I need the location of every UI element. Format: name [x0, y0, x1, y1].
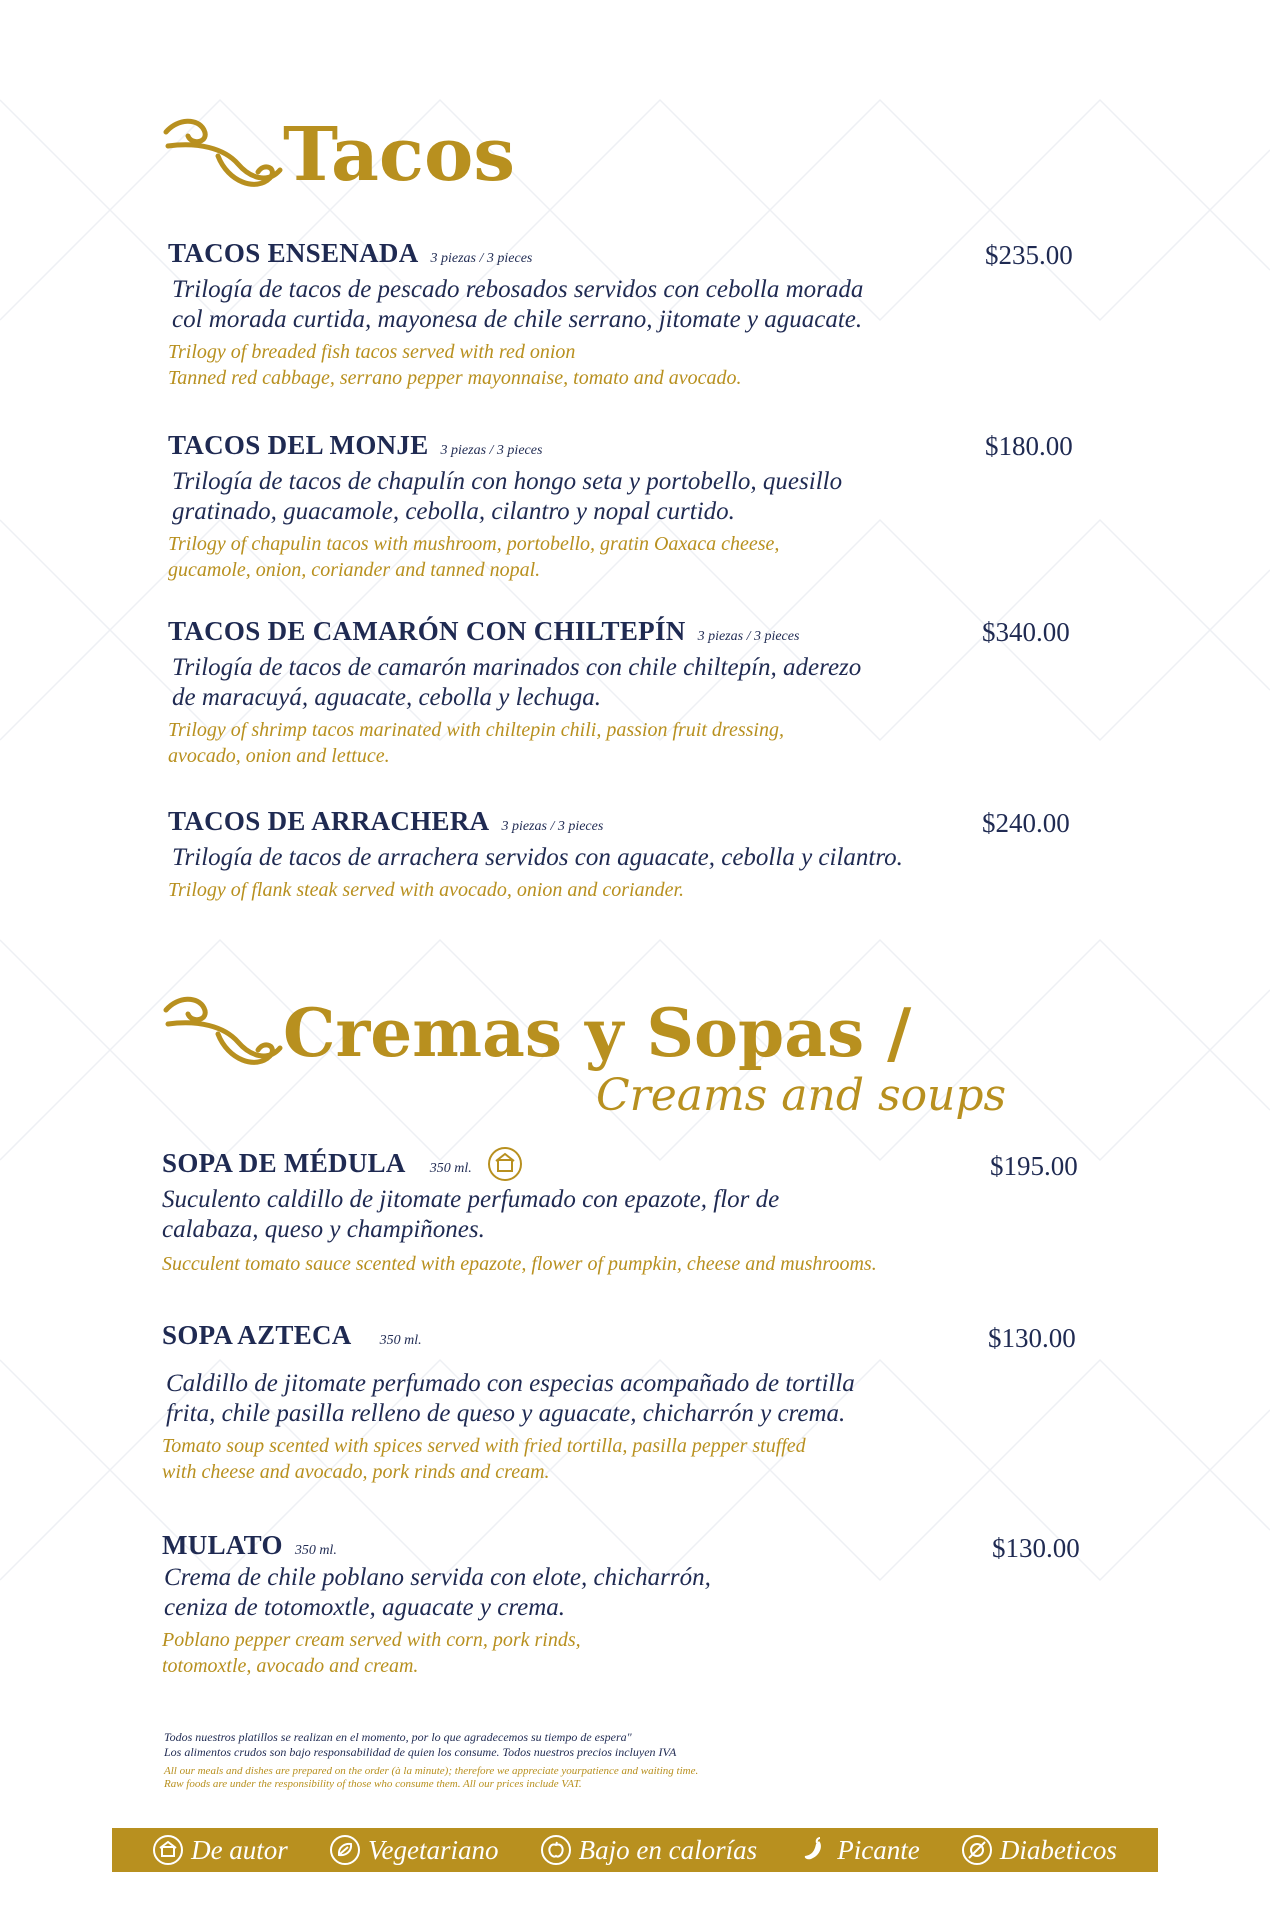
item-description-en: Trilogy of chapulin tacos with mushroom, portobello, gratin Oaxaca cheese, gucamole, onion, coriander and tanned nopal. — [168, 533, 780, 581]
item-name: TACOS DEL MONJE — [168, 430, 429, 460]
legend-item-de-autor — [153, 1835, 288, 1866]
legend-label: De autor — [191, 1834, 288, 1865]
menu-item — [162, 1530, 1002, 1679]
menu-item — [168, 806, 988, 903]
item-portion: 3 piezas / 3 pieces — [440, 443, 543, 458]
legend-label: Picante — [837, 1834, 920, 1865]
item-description-es: Crema de chile poblano servida con elote, chicharrón, ceniza de totomoxtle, aguacate y crema. — [164, 1564, 711, 1621]
item-name: MULATO — [162, 1530, 283, 1560]
item-price: $240.00 — [982, 808, 1070, 838]
item-name: TACOS ENSENADA — [168, 238, 419, 268]
item-description-en: Trilogy of breaded fish tacos served with red onion Tanned red cabbage, serrano pepper mayonnaise, tomato and avocado. — [168, 341, 742, 389]
flourish-ornament — [158, 990, 286, 1072]
item-price: $340.00 — [982, 617, 1070, 647]
item-price: $130.00 — [988, 1323, 1076, 1353]
item-price: $235.00 — [985, 240, 1073, 270]
footnote-es: Todos nuestros platillos se realizan en el momento, por lo que agradecemos su tiempo de espera" Los alimentos crudos son bajo responsabilidad de quien los consume. Todos nuestros precios incluyen IVA — [164, 1730, 677, 1759]
item-description-en: Succulent tomato sauce scented with epazote, flower of pumpkin, cheese and mushrooms. — [162, 1252, 877, 1275]
item-price: $195.00 — [990, 1151, 1078, 1181]
item-portion: 350 ml. — [429, 1161, 472, 1176]
item-description-en: Trilogy of shrimp tacos marinated with chiltepin chili, passion fruit dressing, avocado, onion and lettuce. — [168, 719, 784, 767]
legend-label: Vegetariano — [367, 1834, 499, 1865]
legend-item-picante — [799, 1835, 919, 1866]
de-autor-icon — [153, 1835, 183, 1865]
vegetariano-icon — [330, 1835, 360, 1865]
item-portion: 350 ml. — [379, 1333, 422, 1348]
menu-item — [168, 238, 968, 391]
item-name: TACOS DE CAMARÓN CON CHILTEPÍN — [168, 616, 686, 646]
item-portion: 3 piezas / 3 pieces — [697, 629, 800, 644]
menu-item — [168, 616, 988, 769]
item-description-es: Trilogía de tacos de camarón marinados con chile chiltepín, aderezo de maracuyá, aguacate, cebolla y lechuga. — [172, 654, 862, 711]
legend-item-bajo-en-calorias — [541, 1835, 757, 1866]
menu-item — [168, 430, 968, 583]
item-portion: 3 piezas / 3 pieces — [501, 819, 604, 834]
item-description-es: Trilogía de tacos de chapulín con hongo seta y portobello, quesillo gratinado, guacamole, cebolla, cilantro y nopal curtido. — [172, 468, 843, 525]
item-portion: 3 piezas / 3 pieces — [430, 251, 533, 266]
legend-label: Bajo en calorías — [578, 1834, 758, 1865]
section-title-cremas-y-sopas: Cremas y Sopas / — [283, 994, 912, 1072]
item-description-es: Trilogía de tacos de pescado rebosados servidos con cebolla morada col morada curtida, mayonesa de chile serrano, jitomate y aguacate. — [172, 276, 864, 333]
item-description-en: Tomato soup scented with spices served with fried tortilla, pasilla pepper stuffed with cheese and avocado, pork rinds and cream. — [162, 1435, 806, 1483]
section-subtitle: Creams and soups — [596, 1070, 1007, 1121]
item-price: $180.00 — [985, 431, 1073, 461]
bajo-en-calorias-icon — [541, 1835, 571, 1865]
footnote — [164, 1730, 698, 1791]
item-name: SOPA DE MÉDULA — [162, 1148, 406, 1178]
item-description-es: Trilogía de tacos de arrachera servidos con aguacate, cebolla y cilantro. — [172, 844, 903, 871]
item-description-en: Poblano pepper cream served with corn, pork rinds, totomoxtle, avocado and cream. — [162, 1629, 581, 1677]
legend-item-vegetariano — [330, 1835, 498, 1866]
item-price: $130.00 — [992, 1533, 1080, 1563]
footnote-en: All our meals and dishes are prepared on the order (à la minute); therefore we appreciate yourpatience and waiting time. Raw foods are under the responsibility of those who consume them. All our prices include VAT. — [164, 1765, 699, 1790]
legend-label: Diabeticos — [999, 1834, 1117, 1865]
flourish-ornament — [158, 112, 286, 194]
section-title-tacos: Tacos — [283, 112, 516, 198]
diabeticos-icon — [962, 1835, 992, 1865]
item-description-en: Trilogy of flank steak served with avocado, onion and coriander. — [168, 879, 685, 901]
menu-item — [162, 1320, 1002, 1485]
picante-icon — [799, 1835, 829, 1865]
item-name: SOPA AZTECA — [162, 1320, 352, 1350]
item-portion: 350 ml. — [294, 1543, 337, 1558]
legend-item-diabeticos — [962, 1835, 1117, 1866]
legend-bar — [112, 1828, 1158, 1872]
de-autor-icon — [488, 1147, 522, 1181]
item-description-es: Suculento caldillo de jitomate perfumado con epazote, flor de calabaza, queso y champiñones. — [162, 1185, 780, 1243]
item-name: TACOS DE ARRACHERA — [168, 806, 490, 836]
item-description-es: Caldillo de jitomate perfumado con especias acompañado de tortilla frita, chile pasilla relleno de queso y aguacate, chicharrón y crema. — [166, 1370, 855, 1427]
menu-item — [162, 1148, 1002, 1277]
